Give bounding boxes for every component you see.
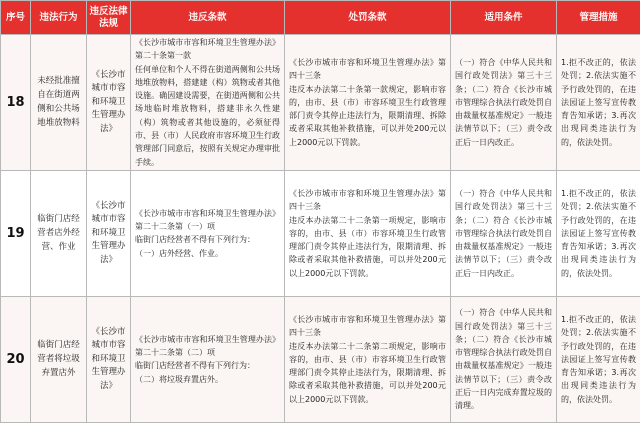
header-law: 违反法律法规 <box>87 1 131 35</box>
table-header-row <box>1 1 640 35</box>
row-conditions: （一）符合《中华人民共和国行政处罚法》第三十三条；（二）符合《长沙市城市管理综合执法行政处罚自由裁量权基准规定》一般违法情节以下；（三）责令改正后一日内改正。 <box>451 35 557 171</box>
row-law: 《长沙市城市市容和环境卫生管理办法》 <box>87 35 131 171</box>
header-behavior: 违法行为 <box>31 1 87 35</box>
table-row <box>1 296 640 422</box>
row-measures: 1.拒不改正的，依法处罚；2.依法实施不予行政处罚的，在违法园证上签写宣传教育告知承诺；3.再次出现同类违法行为的，依法处罚。 <box>557 35 640 171</box>
header-penalty-articles: 处罚条款 <box>285 1 451 35</box>
row-penalty-articles: 《长沙市城市市容和环境卫生管理办法》第四十三条 违反本办法第二十条第一款规定，影响市容的，由市、县（市）市容环境卫生行政管理部门责令其停止违法行为，限期清理、拆除或者采取其他补救措施，可以并处200元以上2000元以下罚款。 <box>285 35 451 171</box>
row-penalty-articles: 《长沙市城市市容和环境卫生管理办法》第四十三条 违反本办法第二十二条第二项规定，影响市容的，由市、县（市）市容环境卫生行政管理部门责令其停止违法行为，限期清理、拆除或者采取其他补救措施，可以并处200元以上2000元以下罚款。 <box>285 296 451 422</box>
row-index: 20 <box>1 296 31 422</box>
row-conditions: （一）符合《中华人民共和国行政处罚法》第三十三条；（二）符合《长沙市城市管理综合执法行政处罚自由裁量权基准规定》一般违法情节以下；（三）责令改正后一日内完成弃置垃圾的清理。 <box>451 296 557 422</box>
row-behavior: 临街门店经营者店外经营、作业 <box>31 170 87 296</box>
row-law: 《长沙市城市市容和环境卫生管理办法》 <box>87 296 131 422</box>
row-behavior: 未经批准擅自在街道两侧和公共场地堆放物料 <box>31 35 87 171</box>
row-behavior: 临街门店经营者将垃圾弃置店外 <box>31 296 87 422</box>
header-violated-articles: 违反条款 <box>131 1 285 35</box>
row-index: 18 <box>1 35 31 171</box>
row-law: 《长沙市城市市容和环境卫生管理办法》 <box>87 170 131 296</box>
table-row <box>1 170 640 296</box>
row-violated-articles: 《长沙市城市市容和环境卫生管理办法》第二十二条第（二）项 临街门店经营者不得有下列行为： （二）将垃圾弃置店外。 <box>131 296 285 422</box>
row-index: 19 <box>1 170 31 296</box>
row-measures: 1.拒不改正的，依法处罚；2.依法实施不予行政处罚的，在违法园证上签写宣传教育告知承诺；3.再次出现同类违法行为的，依法处罚。 <box>557 296 640 422</box>
header-measures: 管理措施 <box>557 1 640 35</box>
header-index: 序号 <box>1 1 31 35</box>
table-row <box>1 35 640 171</box>
row-violated-articles: 《长沙市城市市容和环境卫生管理办法》第二十条第一款 任何单位和个人不得在街道两侧和公共场地堆放物料，搭建建（构）筑物或者其他设施。确因建设需要，在街道两侧和公共场地临时堆放物料，搭建非永久性建（构）筑物或者其他设施的，必须征得市、县（市）人民政府市容环境卫生行政管理部门同意后，按照有关规定办理审批手续。 <box>131 35 285 171</box>
header-conditions: 适用条件 <box>451 1 557 35</box>
row-violated-articles: 《长沙市城市市容和环境卫生管理办法》第二十二条第（一）项 临街门店经营者不得有下列行为： （一）店外经营、作业。 <box>131 170 285 296</box>
row-conditions: （一）符合《中华人民共和国行政处罚法》第三十三条；（二）符合《长沙市城市管理综合执法行政处罚自由裁量权基准规定》一般违法情节以下；（三）责令改正后一日内改正。 <box>451 170 557 296</box>
row-penalty-articles: 《长沙市城市市容和环境卫生管理办法》第四十三条 违反本办法第二十二条第一项规定，影响市容的，由市、县（市）市容环境卫生行政管理部门责令其停止违法行为，限期清理、拆除或者采取其他补救措施，可以并处200元以上2000元以下罚款。 <box>285 170 451 296</box>
row-measures: 1.拒不改正的，依法处罚；2.依法实施不予行政处罚的，在违法园证上签写宣传教育告知承诺；3.再次出现同类违法行为的，依法处罚。 <box>557 170 640 296</box>
